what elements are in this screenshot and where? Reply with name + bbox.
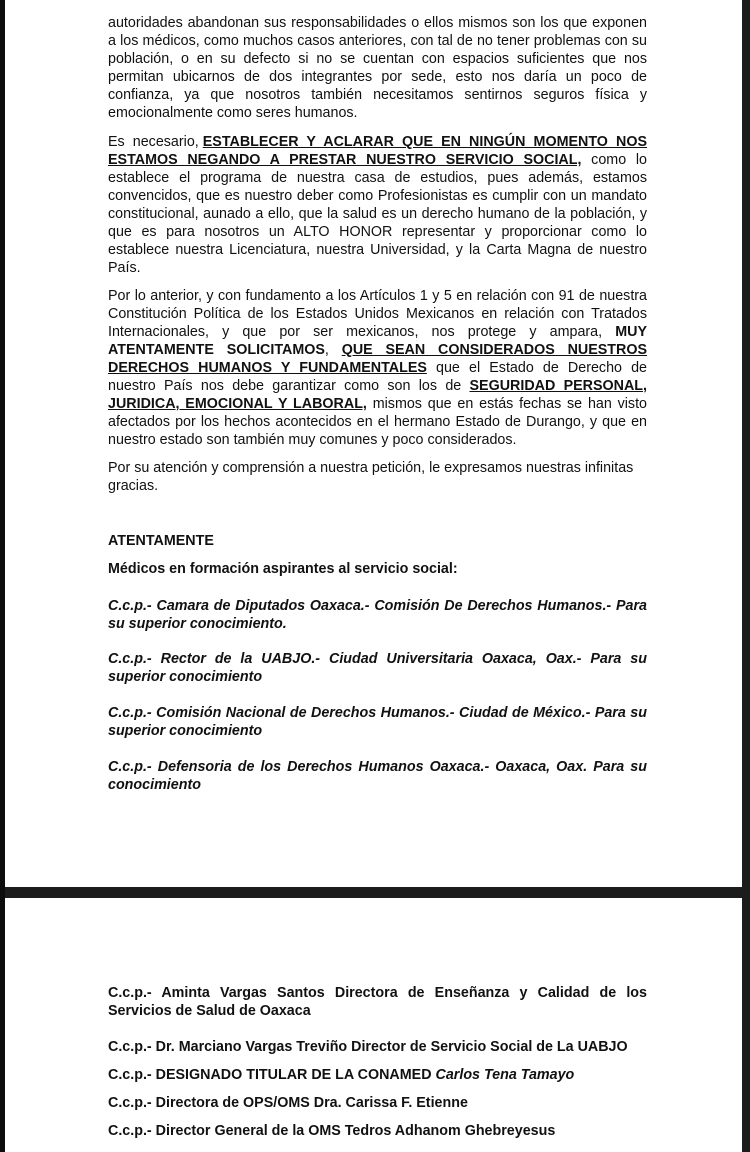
- closing-heading: ATENTAMENTE: [108, 533, 214, 549]
- ccp-item-8: C.c.p.- Directora de OPS/OMS Dra. Carissa F. Etienne: [108, 1095, 468, 1111]
- p3-emphasis-rights: QUE SEAN CONSIDERADOS NUESTROS DERECHOS HUMANOS Y FUNDAMENTALES: [108, 342, 648, 376]
- ccp-item-5: C.c.p.- Aminta Vargas Santos Directora de Enseñanza y Calidad de los Servicios de Salud de Oaxaca: [108, 985, 647, 1019]
- signers-line: Médicos en formación aspirantes al servicio social:: [108, 561, 458, 577]
- ccp-item-9: C.c.p.- Director General de la OMS Tedros Adhanom Ghebreyesus: [108, 1123, 556, 1139]
- document-page-1: [5, 0, 742, 887]
- p2-rest-text: como lo establece el programa de nuestra casa de estudios, pues además, estamos convencidos, que es nuestro deber como Profesionistas es cumplir con un mandato constitucional, aunado a ello, que la salud es un derecho humano de la población, y que es para nosotros un ALTO HONOR representar y proporcionar como lo establece nuestra Licenciatura, nuestra Universidad, y la Carta Magna de nuestro País.: [108, 152, 647, 276]
- p3-start-text: Por lo anterior, y con fundamento a los Artículos 1 y 5 en relación con 91 de nuestra Constitución Política de los Estados Unidos Mexicanos en relación con Tratados Internacionales, y que por ser mexicanos, nos protege y ampara,: [108, 288, 647, 340]
- p2-start-text: Es necesario,: [108, 134, 199, 150]
- paragraph-thanks: Por su atención y comprensión a nuestra petición, le expresamos nuestras infinitas gracias.: [108, 460, 634, 494]
- p3-bold-text: MUY ATENTAMENTE SOLICITAMOS: [108, 324, 647, 358]
- ccp-item-7-prefix: C.c.p.- DESIGNADO TITULAR DE LA CONAMED: [108, 1067, 432, 1083]
- ccp-item-2: C.c.p.- Rector de la UABJO.- Ciudad Universitaria Oaxaca, Oax.- Para su superior conocimiento: [108, 651, 647, 685]
- document-page-2: [5, 898, 742, 1152]
- ccp-item-3: C.c.p.- Comisión Nacional de Derechos Humanos.- Ciudad de México.- Para su superior conocimiento: [108, 705, 647, 739]
- paragraph-intro: autoridades abandonan sus responsabilidades o ellos mismos son los que exponen a los médicos, como muchos casos anteriores, con tal de no tener problemas con su población, o en su defecto si no se cuentan con espacios suficientes que nos permitan ubicarnos de dos integrantes por sede, esto nos daría un poco de confianza, ya que nosotros también necesitamos sentirnos seguros física y emocionalmente como seres humanos.: [108, 15, 647, 121]
- p3-comma-text: ,: [324, 342, 342, 358]
- p3-emphasis-security: SEGURIDAD PERSONAL, JURIDICA, EMOCIONAL Y LABORAL,: [108, 378, 647, 412]
- p3-end-text: mismos que en estás fechas se han visto afectados por los hechos acontecidos en el hermano Estado de Durango, y que en nuestro estado son también muy comunes y poco considerados.: [108, 396, 647, 448]
- ccp-item-4: C.c.p.- Defensoria de los Derechos Humanos Oaxaca.- Oaxaca, Oax. Para su conocimiento: [108, 759, 647, 793]
- paragraph-service-statement: [108, 133, 647, 277]
- paragraph-request: [108, 287, 647, 449]
- ccp-item-6: C.c.p.- Dr. Marciano Vargas Treviño Director de Servicio Social de La UABJO: [108, 1039, 628, 1055]
- p3-mid-text: que el Estado de Derecho de nuestro País nos debe garantizar como son los de: [108, 360, 648, 394]
- p2-emphasis-text: ESTABLECER Y ACLARAR QUE EN NINGÚN MOMENTO NOS ESTAMOS NEGANDO A PRESTAR NUESTRO SERVICIO SOCIAL,: [108, 134, 648, 168]
- ccp-item-7-name: Carlos Tena Tamayo: [431, 1067, 575, 1083]
- ccp-item-1: C.c.p.- Camara de Diputados Oaxaca.- Comisión De Derechos Humanos.- Para su superior conocimiento.: [108, 598, 647, 632]
- ccp-item-7: [108, 1066, 647, 1084]
